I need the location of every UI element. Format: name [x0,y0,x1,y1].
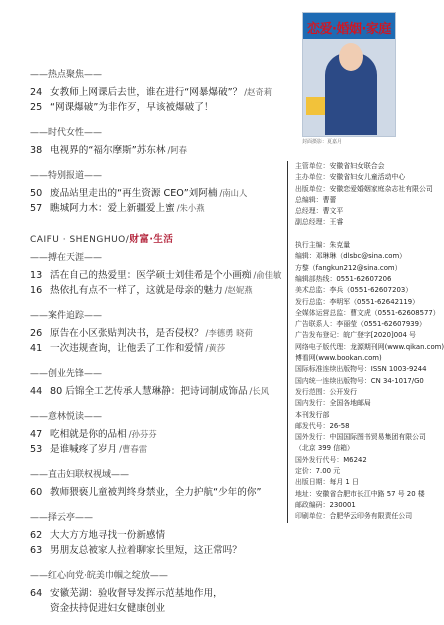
table-of-contents [30,66,292,625]
toc-item [30,442,292,457]
article-title: 废品站里走出的“再生资源 CEO”刘阿楠 [50,188,218,199]
toc-item [30,326,292,341]
article-title: 大大方方地寻找一份新感情 [50,530,166,541]
info-row [295,330,415,341]
info-label: 国内发行： [295,399,330,408]
cover-person-head [339,43,363,71]
page-number: 24 [30,87,43,98]
info-row [295,489,425,500]
info-row [295,297,420,308]
info-value: 合肥华云印务有限责任公司 [329,512,413,521]
info-row [295,455,415,466]
column-header-en: CAIFU · SHENGHUO [30,235,126,245]
info-value: 公开发行 [329,387,358,396]
info-row [295,308,440,319]
toc-item [30,341,292,356]
column-header [30,233,292,247]
info-label: 印刷单位： [295,512,330,521]
info-value: 方黎（fangkun212@sina.com） [295,263,402,272]
info-value: 安徽恋爱婚姻家庭杂志社有限公司 [329,184,433,193]
info-value: 李丽莹（0551-62607939） [336,320,426,329]
info-value: ISSN 1003-9244 [370,365,427,374]
info-row [295,274,415,285]
info-value: CN 34-1017/G0 [370,376,424,385]
info-value: 0551-62607206 [336,274,392,283]
info-row [295,353,415,364]
toc-item [30,528,292,543]
info-value: 安徽省合肥市长江中路 57 号 20 楼 [315,489,425,498]
info-label: 主办单位： [295,173,330,182]
section-heading: ——创业先锋—— [30,369,103,379]
info-value: 皖广登字[2020]004 号 [343,331,416,340]
article-author: /长风 [249,386,270,396]
info-label: 全媒体运营总监： [295,308,351,317]
page-number: 41 [30,343,43,354]
article-author: /南山人 [219,188,248,198]
article-title: 吃相就是你的品相 [50,429,127,440]
info-row [295,172,415,183]
page-number: 25 [30,102,43,113]
toc-item [30,283,292,298]
article-title: 是谁喊疼了岁月 [50,444,118,455]
article-title: 安徽芜湖：验收督导发挥示范基地作用， [50,588,223,599]
info-value: 曹文平 [322,207,344,216]
info-label: 广告发布登记： [295,331,344,340]
article-author: /阿春 [167,145,188,155]
info-value: 博看网(www.bookan.com) [295,354,382,363]
info-row [295,500,415,511]
info-row [295,251,415,262]
article-title: 一次违规查询，让他丢了工作和爱情 [50,343,204,354]
page-number: 53 [30,444,43,455]
info-value: 7.00 元 [315,467,341,476]
info-value: 中国国际图书贸易集团有限公司 [329,433,426,442]
info-label: 国外发行： [295,433,330,442]
article-author: /李德勇 晓荷 [205,328,253,338]
info-row [295,217,415,228]
info-row [295,319,426,330]
page-number: 26 [30,328,43,339]
info-label: 国内统一连续出版物号： [295,376,371,385]
info-value: 曹文虎（0551-62608577） [350,308,440,317]
info-row [295,342,444,353]
toc-item [30,268,292,283]
page-number: 47 [30,429,43,440]
section-heading: ——热点聚焦—— [30,70,103,80]
article-title: 男朋友总被家人拉着聊家长里短，这正常吗？ [50,545,242,556]
article-title: 瞧城阿力木：爱上新疆爱上蜜 [50,203,175,214]
info-value: M6242 [343,455,367,464]
info-value: 龙源期刊网(www.qikan.com) [350,342,444,351]
page-number: 16 [30,285,43,296]
masthead-info [287,161,444,523]
info-value: 本刊发行部 [295,410,330,419]
toc-item [30,201,292,216]
article-author: /孙芬芬 [128,429,157,439]
article-title: 资金扶持促进妇女健康创业 [50,603,166,614]
info-row [295,376,424,387]
info-row [295,398,415,409]
article-author: /赵妮燕 [224,285,253,295]
info-row [295,161,415,172]
page-number: 50 [30,188,43,199]
toc-item [30,586,292,601]
article-author: /朱小燕 [176,203,205,213]
info-row [295,195,415,206]
info-row [295,240,415,251]
page-number [30,601,50,616]
toc-item [30,143,292,158]
info-label: 网络电子版代理： [295,342,351,351]
column-header-zh: 财富·生活 [129,234,174,245]
toc-item [30,100,292,115]
article-author: /赵奇莉 [244,87,273,97]
toc-item [30,186,292,201]
article-title: 女教师上网课后去世，谁在进行“网暴爆破”？ [50,87,243,98]
section-heading: ——搏在天涯—— [30,253,103,263]
info-row [295,421,415,432]
section-heading: ——特别报道—— [30,171,103,181]
info-label: 邮发代号： [295,421,330,430]
toc-item [30,384,292,399]
info-value: 230001 [329,500,356,509]
info-row [295,432,426,443]
info-row [295,229,415,240]
page-number: 62 [30,530,43,541]
info-row [295,511,415,522]
info-row [295,410,415,421]
article-title: 原告在小区张贴判决书，是否侵权？ [50,328,204,339]
info-label: 美术总监： [295,286,330,295]
info-value: 全国各地邮局 [329,399,371,408]
article-author: /黄莎 [205,343,226,353]
info-label: 编辑部热线： [295,274,337,283]
section-heading: ——意林悦读—— [30,412,103,422]
toc-item [30,85,292,100]
article-author: /俞佳敏 [253,270,282,280]
cover-image [302,12,396,137]
section-heading: ——直击妇联权视域—— [30,470,130,480]
info-value: （北京 399 信箱） [295,444,354,453]
info-value: 朱克量 [329,241,351,250]
info-value: 安徽省妇女儿童活动中心 [329,173,406,182]
toc-item [30,427,292,442]
cover-caption: 封面摄影：夏嘉月 [302,139,343,145]
section-heading: ——时代女性—— [30,128,103,138]
page-number: 60 [30,487,43,498]
article-author: /曹春雷 [119,444,148,454]
info-value: 李兵（0551-62607203） [329,286,413,295]
info-label: 副总经理： [295,218,330,227]
toc-item [30,601,292,616]
info-label: 国际标准连续出版物号： [295,365,371,374]
info-row [295,263,415,274]
article-title: 电视界的“福尔摩斯”苏东林 [50,145,166,156]
info-label: 主管单位： [295,162,330,170]
article-title: 活在自己的热爱里：医学硕士刘佳希是个小画痴 [50,270,252,281]
section-heading: ——案件追踪—— [30,311,103,321]
info-value: 每月 1 日 [329,478,359,487]
column-header-sep: / [125,235,130,245]
info-label: 定价： [295,467,316,476]
info-value: 安徽省妇女联合会 [329,162,385,170]
info-label: 总经理： [295,207,323,216]
info-row [295,466,415,477]
info-value: 曹蕾 [322,195,337,204]
article-title: 教师猥亵儿童被判终身禁业，全力护航“少年的你” [50,487,262,498]
toc-item [30,543,292,558]
section-heading: ——择云亭—— [30,513,94,523]
article-title: 热依扎有点不一样了，这就是母亲的魅力 [50,285,223,296]
info-row [295,206,415,217]
info-label: 发行范围： [295,387,330,396]
info-row [295,443,415,454]
info-label: 出版单位： [295,184,330,193]
page-number: 38 [30,145,43,156]
page-number: 13 [30,270,43,281]
info-label: 执行主编： [295,241,330,250]
article-title: “网课爆破”为非作歹，早该被爆破了！ [50,102,214,113]
page-number: 63 [30,545,43,556]
info-label: 广告联系人： [295,320,337,329]
info-row [295,364,427,375]
page-number: 57 [30,203,43,214]
info-row [295,477,415,488]
info-label: 发行总监： [295,297,330,306]
info-value: 邓琳琳（dlsbc@sina.com） [315,252,407,261]
info-row [295,184,433,195]
info-label: 国外发行代号： [295,455,344,464]
info-label: 总编辑： [295,195,323,204]
info-value: 26-58 [329,421,350,430]
info-label: 邮政编码： [295,500,330,509]
toc-item [30,485,292,500]
cover-masthead: 恋爱·婚姻·家庭 [307,22,391,37]
page-number: 64 [30,588,43,599]
info-row [295,285,415,296]
info-label: 地址： [295,489,316,498]
page-number: 44 [30,386,43,397]
info-row [295,387,415,398]
info-value: 王睿 [329,218,344,227]
section-heading: ——红心向党·皖美巾帼之绽放—— [30,571,168,581]
info-value: 李明军（0551-62642119） [329,297,420,306]
article-title: 80 后锦全工艺传承人慧琳静：把诗词制成饰品 [50,386,248,397]
info-label: 出版日期： [295,478,330,487]
info-label: 编辑： [295,252,316,261]
